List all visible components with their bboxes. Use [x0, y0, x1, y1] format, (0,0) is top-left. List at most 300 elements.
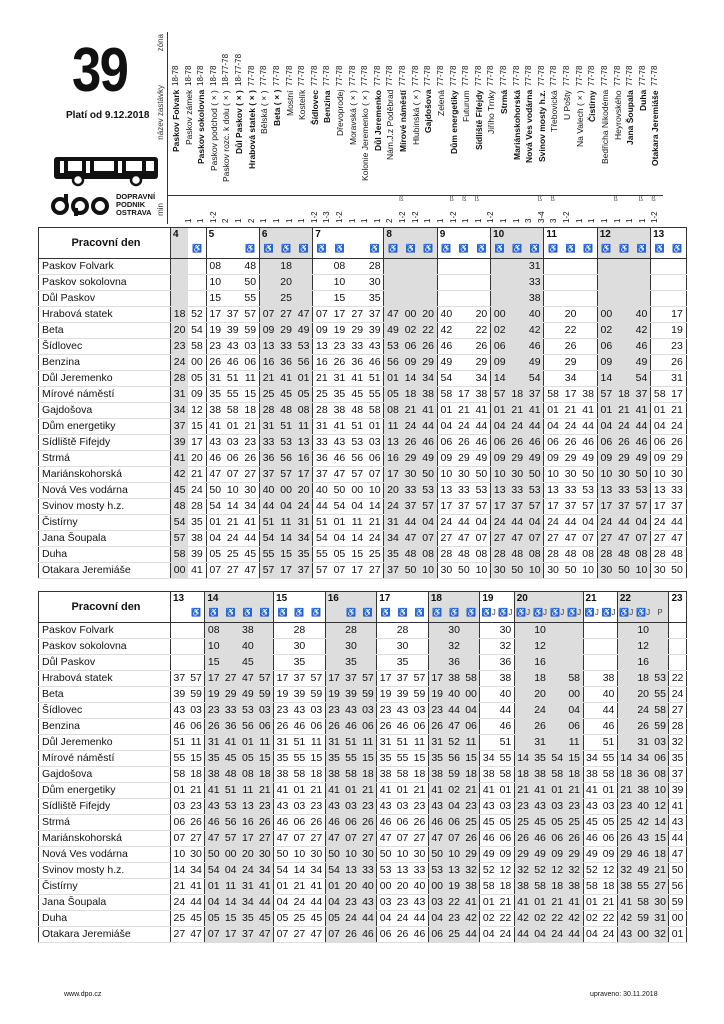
departure-minute: 44: [508, 515, 526, 531]
departure-minute: [259, 275, 277, 291]
departure-minute: 23: [256, 799, 273, 815]
stop-travel-min: 1: [297, 218, 307, 223]
wheelchair-icon: ♿: [294, 608, 305, 617]
departure-minute: 21: [188, 467, 206, 483]
departure-minute: 38: [463, 879, 480, 895]
departure-minute: [549, 719, 566, 735]
departure-minute: 23: [360, 799, 377, 815]
stop-zone: 77-78: [385, 65, 395, 86]
departure-minute: 46: [206, 451, 224, 467]
stop-name-cell: Důl Jeremenko: [39, 371, 171, 387]
departure-minute: [325, 623, 342, 639]
stop-zone: 18-77-78: [221, 53, 231, 86]
hour-label: 14: [207, 593, 219, 604]
departure-minute: 41: [325, 783, 342, 799]
departure-minute: [633, 275, 651, 291]
hour-column-header: [480, 592, 497, 623]
departure-minute: [224, 259, 242, 275]
departure-minute: 25: [224, 547, 242, 563]
departure-minute: [480, 655, 497, 671]
departure-minute: 10: [419, 563, 437, 579]
departure-minute: 34: [308, 863, 325, 879]
departure-minute: 20: [384, 483, 402, 499]
departure-minute: 03: [171, 799, 188, 815]
table-row: [39, 547, 687, 563]
departure-minute: 35: [291, 655, 308, 671]
departure-minute: 10: [331, 275, 349, 291]
departure-minute: 03: [600, 799, 617, 815]
departure-minute: 46: [274, 815, 291, 831]
departure-minute: 50: [428, 847, 445, 863]
hour-column-header: [600, 592, 617, 623]
departure-minute: [437, 275, 455, 291]
departure-minute: 27: [411, 831, 428, 847]
departure-minute: 58: [549, 767, 566, 783]
departure-minute: 13: [446, 863, 463, 879]
departure-minute: 20: [562, 307, 580, 323]
departure-minute: 46: [411, 927, 428, 943]
departure-minute: 46: [291, 719, 308, 735]
departure-minute: 26: [514, 831, 531, 847]
departure-minute: 06: [242, 355, 260, 371]
departure-minute: 14: [402, 371, 420, 387]
hour-column-header: [331, 228, 349, 259]
departure-minute: 07: [291, 831, 308, 847]
wheelchair-icon: ♿J: [481, 608, 496, 617]
departure-minute: 00: [463, 687, 480, 703]
stop-travel-min: 1-2: [309, 211, 319, 223]
departure-minute: 13: [384, 435, 402, 451]
wheelchair-icon: ♿: [208, 608, 219, 617]
wheelchair-icon: ♿: [225, 608, 236, 617]
departure-minute: [360, 639, 377, 655]
departure-minute: 25: [291, 911, 308, 927]
wheelchair-icon: ♿: [414, 608, 425, 617]
departure-minute: [617, 703, 634, 719]
stop-name-cell: Dům energetiky: [39, 419, 171, 435]
departure-minute: 04: [348, 499, 366, 515]
stop-travel-min: 1: [499, 218, 508, 223]
hour-column-header: [171, 592, 188, 623]
departure-minute: 41: [428, 783, 445, 799]
departure-minute: 49: [635, 863, 652, 879]
table-row: [39, 323, 687, 339]
departure-minute: [514, 639, 531, 655]
table-row: [39, 799, 687, 815]
departure-minute: 21: [188, 783, 205, 799]
departure-minute: 21: [514, 783, 531, 799]
departure-minute: 38: [600, 671, 617, 687]
departure-minute: [597, 275, 615, 291]
stop-name: Paskov rozc. k dolu (×): [221, 90, 232, 182]
hour-column-header: [651, 228, 669, 259]
departure-minute: [295, 259, 313, 275]
departure-minute: 38: [446, 671, 463, 687]
departure-minute: 01: [366, 419, 384, 435]
departure-minute: 51: [600, 735, 617, 751]
departure-minute: 38: [331, 403, 349, 419]
departure-minute: 33: [222, 703, 239, 719]
departure-minute: 18: [566, 767, 583, 783]
departure-minute: 46: [437, 339, 455, 355]
departure-minute: 55: [652, 687, 669, 703]
departure-minute: [256, 623, 273, 639]
departure-minute: 43: [325, 799, 342, 815]
departure-minute: 25: [566, 815, 583, 831]
departure-minute: [617, 719, 634, 735]
departure-minute: 56: [239, 719, 256, 735]
departure-minute: 11: [463, 735, 480, 751]
departure-minute: 06: [366, 451, 384, 467]
departure-minute: 35: [274, 751, 291, 767]
stop-name: Beta (×): [271, 90, 282, 127]
wheelchair-icon: ♿: [601, 244, 612, 253]
departure-minute: 17: [437, 499, 455, 515]
departure-minute: 43: [428, 799, 445, 815]
departure-minute: 37: [562, 499, 580, 515]
departure-minute: [549, 671, 566, 687]
departure-minute: 03: [188, 703, 205, 719]
hour-column-header: [446, 592, 463, 623]
departure-minute: [480, 719, 497, 735]
departure-minute: 29: [463, 847, 480, 863]
departure-minute: 25: [446, 927, 463, 943]
departure-minute: 45: [242, 547, 260, 563]
hour-column-header: [652, 592, 669, 623]
departure-minute: 31: [274, 735, 291, 751]
departure-minute: 48: [615, 547, 633, 563]
wheelchair-icon: ♿J: [584, 608, 599, 617]
departure-minute: 21: [615, 403, 633, 419]
stop-name: Hlubinská (×): [410, 90, 421, 146]
departure-minute: 16: [313, 355, 331, 371]
dpo-logo-icon: [50, 194, 110, 216]
departure-minute: 04: [446, 799, 463, 815]
departure-minute: 57: [360, 671, 377, 687]
departure-minute: [508, 275, 526, 291]
departure-minute: 44: [473, 419, 491, 435]
departure-minute: 16: [259, 355, 277, 371]
departure-minute: 10: [206, 275, 224, 291]
departure-minute: [669, 639, 686, 655]
hour-column-header: [437, 228, 455, 259]
departure-minute: 30: [360, 847, 377, 863]
departure-minute: 50: [668, 563, 686, 579]
departure-minute: 00: [669, 911, 686, 927]
departure-minute: 15: [463, 751, 480, 767]
stop-name: Strmá: [499, 90, 509, 115]
departure-minute: 29: [566, 847, 583, 863]
departure-minute: 46: [419, 435, 437, 451]
departure-minute: 29: [617, 847, 634, 863]
logo-line-1: DOPRAVNÍ: [116, 192, 156, 201]
departure-minute: 06: [491, 339, 509, 355]
departure-minute: 04: [222, 863, 239, 879]
departure-minute: 04: [633, 515, 651, 531]
departure-minute: 08: [295, 403, 313, 419]
hour-column-header: [188, 228, 206, 259]
departure-minute: 00: [491, 307, 509, 323]
wheelchair-icon: ♿: [191, 608, 202, 617]
label-zone: zóna: [156, 34, 165, 52]
departure-minute: [224, 275, 242, 291]
departure-minute: 48: [402, 547, 420, 563]
stop-travel-min: 1: [587, 218, 597, 223]
departure-minute: 12: [188, 403, 206, 419]
wheelchair-icon: ♿: [565, 244, 576, 253]
departure-minute: 51: [171, 735, 188, 751]
hour-label: [508, 228, 526, 241]
departure-minute: [455, 291, 473, 307]
departure-minute: 43: [531, 799, 548, 815]
departure-minute: 53: [277, 435, 295, 451]
stop-travel-min: 2: [385, 218, 395, 223]
departure-minute: 01: [669, 927, 686, 943]
departure-minute: 02: [583, 911, 600, 927]
departure-minute: 10: [526, 563, 544, 579]
departure-minute: 32: [463, 863, 480, 879]
departure-minute: 32: [497, 639, 514, 655]
departure-minute: 40: [360, 879, 377, 895]
table-row: [39, 451, 687, 467]
departure-minute: 48: [668, 547, 686, 563]
stop-name: Mostní: [284, 90, 295, 116]
departure-minute: 30: [402, 467, 420, 483]
hour-label: 4: [173, 229, 179, 240]
departure-minute: 52: [446, 735, 463, 751]
departure-minute: 00: [597, 307, 615, 323]
departure-minute: 06: [256, 719, 273, 735]
departure-minute: 41: [274, 783, 291, 799]
departure-minute: 21: [313, 371, 331, 387]
wheelchair-icon: ♿: [432, 608, 443, 617]
departure-minute: [259, 291, 277, 307]
departure-minute: [566, 623, 583, 639]
departure-minute: 46: [583, 831, 600, 847]
departure-minute: 21: [668, 403, 686, 419]
departure-minute: 35: [384, 547, 402, 563]
departure-minute: [411, 655, 428, 671]
departure-minute: 59: [188, 687, 205, 703]
departure-minute: [652, 623, 669, 639]
departure-minute: [437, 291, 455, 307]
departure-minute: [313, 291, 331, 307]
departure-minute: 17: [562, 387, 580, 403]
departure-minute: 24: [384, 499, 402, 515]
departure-minute: 53: [473, 483, 491, 499]
departure-minute: [384, 291, 402, 307]
stop-name-cell: Paskov sokolovna: [39, 639, 171, 655]
departure-minute: [615, 307, 633, 323]
stop-travel-min: 1: [435, 218, 445, 223]
departure-minute: 13: [313, 339, 331, 355]
departure-minute: 44: [615, 515, 633, 531]
stop-name: Sídliště Fifejdy: [473, 90, 484, 150]
departure-minute: 24: [544, 515, 562, 531]
departure-minute: 47: [455, 531, 473, 547]
departure-minute: 01: [531, 895, 548, 911]
stop-travel-min: 1-2: [410, 211, 420, 223]
departure-minute: 57: [597, 387, 615, 403]
departure-minute: [308, 655, 325, 671]
departure-minute: 06: [377, 927, 394, 943]
departure-minute: 00: [348, 483, 366, 499]
departure-minute: 34: [635, 751, 652, 767]
departure-minute: 30: [508, 467, 526, 483]
departure-minute: 08: [384, 403, 402, 419]
departure-minute: 38: [480, 767, 497, 783]
departure-minute: 51: [394, 735, 411, 751]
departure-minute: 24: [291, 895, 308, 911]
departure-minute: 06: [597, 435, 615, 451]
departure-minute: 32: [669, 735, 686, 751]
departure-minute: [633, 259, 651, 275]
wheelchair-icon: ♿: [242, 608, 253, 617]
departure-minute: 47: [331, 467, 349, 483]
departure-minute: 00: [428, 879, 445, 895]
departure-minute: 20: [342, 879, 359, 895]
departure-minute: 30: [242, 483, 260, 499]
departure-minute: 25: [463, 815, 480, 831]
departure-minute: 19: [331, 323, 349, 339]
departure-minute: 18: [256, 767, 273, 783]
stop-travel-min: 3: [549, 218, 559, 223]
hour-label: [224, 228, 242, 241]
departure-minute: [583, 639, 600, 655]
departure-minute: 06: [188, 719, 205, 735]
departure-minute: 49: [526, 355, 544, 371]
departure-minute: 37: [366, 307, 384, 323]
departure-minute: 44: [308, 895, 325, 911]
departure-minute: 58: [224, 403, 242, 419]
departure-minute: 44: [313, 499, 331, 515]
table-row: [39, 339, 687, 355]
departure-minute: [615, 323, 633, 339]
departure-minute: 10: [446, 847, 463, 863]
departure-minute: 18: [549, 879, 566, 895]
departure-minute: 07: [171, 831, 188, 847]
departure-minute: 24: [224, 531, 242, 547]
departure-minute: 35: [366, 291, 384, 307]
departure-minute: 55: [313, 547, 331, 563]
departure-minute: 26: [402, 435, 420, 451]
departure-minute: 33: [411, 863, 428, 879]
departure-minute: [256, 639, 273, 655]
departure-minute: 02: [597, 323, 615, 339]
departure-minute: 14: [366, 499, 384, 515]
departure-minute: 09: [544, 451, 562, 467]
departure-minute: 50: [508, 563, 526, 579]
departure-minute: 49: [633, 451, 651, 467]
departure-minute: 40: [437, 307, 455, 323]
hour-column-header: [259, 228, 277, 259]
departure-minute: 57: [313, 563, 331, 579]
table-row: [39, 831, 687, 847]
departure-minute: 31: [652, 911, 669, 927]
departure-minute: 27: [669, 703, 686, 719]
departure-minute: 57: [526, 499, 544, 515]
departure-minute: 13: [259, 339, 277, 355]
departure-minute: 01: [491, 403, 509, 419]
departure-minute: [514, 655, 531, 671]
departure-minute: 15: [411, 751, 428, 767]
departure-minute: 19: [325, 687, 342, 703]
departure-minute: 00: [171, 563, 189, 579]
departure-minute: 04: [491, 419, 509, 435]
departure-minute: 37: [455, 499, 473, 515]
departure-minute: 41: [583, 783, 600, 799]
departure-minute: 23: [308, 799, 325, 815]
departure-minute: [549, 639, 566, 655]
departure-minute: 54: [188, 323, 206, 339]
departure-minute: 46: [366, 355, 384, 371]
departure-minute: 04: [566, 703, 583, 719]
departure-minute: 17: [205, 671, 222, 687]
hour-label: 15: [276, 593, 288, 604]
departure-minute: 51: [222, 783, 239, 799]
departure-minute: 17: [597, 499, 615, 515]
departure-minute: 46: [497, 719, 514, 735]
hour-column-header: [348, 228, 366, 259]
departure-minute: 50: [579, 467, 597, 483]
departure-minute: [377, 655, 394, 671]
departure-minute: 11: [566, 735, 583, 751]
stop-name: Bělská (×): [259, 90, 270, 134]
departure-minute: 28: [313, 403, 331, 419]
departure-minute: 38: [377, 767, 394, 783]
hour-label: 5: [208, 229, 215, 240]
departure-minute: 07: [419, 531, 437, 547]
departure-minute: 18: [635, 671, 652, 687]
departure-minute: [402, 291, 420, 307]
connection-icon: ß: [638, 196, 644, 203]
departure-minute: 45: [222, 751, 239, 767]
hour-label: 12: [599, 229, 611, 240]
departure-minute: [508, 291, 526, 307]
departure-minute: 57: [259, 563, 277, 579]
departure-minute: 56: [446, 751, 463, 767]
departure-minute: 01: [325, 879, 342, 895]
departure-minute: 56: [348, 451, 366, 467]
departure-minute: [652, 639, 669, 655]
stop-travel-min: 2: [246, 218, 256, 223]
stop-name: Zelená: [435, 90, 446, 116]
departure-minute: 44: [419, 419, 437, 435]
wheelchair-icon: ♿: [263, 244, 274, 253]
departure-minute: 09: [313, 323, 331, 339]
footer-website[interactable]: www.dpo.cz: [64, 991, 102, 998]
departure-minute: 30: [366, 275, 384, 291]
departure-minute: [549, 703, 566, 719]
hour-column-header: [313, 228, 331, 259]
departure-minute: 26: [473, 339, 491, 355]
departure-minute: 26: [508, 435, 526, 451]
table-row: [39, 435, 687, 451]
departure-minute: 16: [635, 655, 652, 671]
departure-minute: 21: [463, 783, 480, 799]
hour-column-header: [277, 228, 295, 259]
departure-minute: 43: [206, 435, 224, 451]
departure-minute: [491, 259, 509, 275]
departure-minute: 56: [295, 355, 313, 371]
departure-minute: 38: [514, 879, 531, 895]
departure-minute: [325, 639, 342, 655]
departure-minute: 10: [633, 563, 651, 579]
departure-minute: 26: [274, 719, 291, 735]
departure-minute: [222, 655, 239, 671]
departure-minute: 01: [205, 879, 222, 895]
departure-minute: 03: [497, 799, 514, 815]
